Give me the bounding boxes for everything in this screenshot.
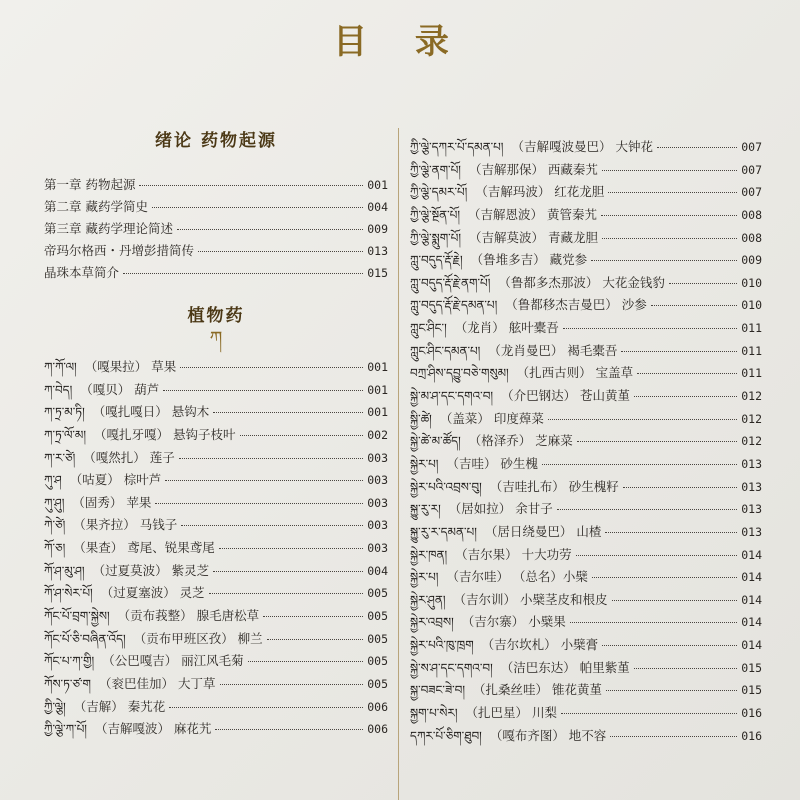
tibetan-name: ཀོ་ཤ་མུ་ཤ། <box>44 563 85 578</box>
tibetan-name: སྐྱི་ཚེ། <box>410 411 432 426</box>
page-number: 013 <box>741 524 762 539</box>
tibetan-name: ཀླུ་བདུད་རྡོ་རྗེ་དམན་པ། <box>410 298 498 313</box>
chapter-title: 第二章 藏药学简史 <box>44 199 148 214</box>
toc-row <box>410 270 762 293</box>
toc-row <box>44 512 388 535</box>
tibetan-name: སྐྱ་བཟང་ཟེ་བ། <box>410 683 466 698</box>
toc-row <box>44 580 388 603</box>
dot-leader <box>215 729 363 730</box>
dot-leader <box>165 480 363 481</box>
page-number: 014 <box>741 547 762 562</box>
page-number: 003 <box>367 541 388 556</box>
toc-row <box>44 626 388 649</box>
toc-row <box>44 648 388 671</box>
dot-leader <box>592 577 737 578</box>
chinese-name: （吉解恩波） 黄管秦艽 <box>467 206 597 222</box>
dot-leader <box>213 412 363 413</box>
tibetan-name: ཀྱི་ལྕེ་དཀར་པོ་དམན་པ། <box>410 140 504 154</box>
chapter-title: 晶珠本草简介 <box>44 265 120 280</box>
chinese-name: （吉哇扎布） 砂生槐籽 <box>489 478 619 494</box>
tibetan-name: ཀྱི་ལྕེ། <box>44 699 66 714</box>
page-number: 005 <box>367 609 388 624</box>
chinese-name: （嘎贝） 葫芦 <box>80 381 160 397</box>
tibetan-name: ཀ་ཏྲ་ལོ་མ། <box>44 427 87 442</box>
dot-leader <box>612 600 738 601</box>
chinese-name: （过夏莫波） 紫灵芝 <box>92 562 210 578</box>
toc-row <box>44 694 388 717</box>
page-number: 001 <box>367 178 388 192</box>
chinese-name: （居如拉） 余甘子 <box>448 501 553 517</box>
page-number: 007 <box>741 140 762 154</box>
chinese-name: （咕夏） 棕叶芦 <box>69 472 162 488</box>
dot-leader <box>634 396 737 397</box>
dot-leader <box>623 487 737 488</box>
page-number: 001 <box>367 405 388 420</box>
page-number: 010 <box>741 298 762 313</box>
chinese-name: （固秀） 苹果 <box>72 494 152 510</box>
tibetan-name: ཀོང་པོ་བྲག་སྐྱེས། <box>44 609 110 624</box>
toc-row <box>410 338 762 361</box>
intro-list <box>44 175 388 285</box>
dot-leader <box>548 419 737 420</box>
toc-row <box>44 377 388 400</box>
page-number: 012 <box>741 434 762 449</box>
tibetan-name: སྐྱེར་པའི་ཁུ་ཁྲག <box>410 638 474 653</box>
toc-row <box>410 179 762 202</box>
dot-leader <box>576 555 738 556</box>
chinese-name: （吉解嘎波曼巴） 大钟花 <box>511 139 653 154</box>
dot-leader <box>155 503 363 504</box>
intro-heading: 绪论 药物起源 <box>155 131 277 151</box>
dot-leader <box>152 207 363 208</box>
page-number: 010 <box>741 275 762 290</box>
chinese-name: （嘎果拉） 草果 <box>84 359 177 374</box>
page-number: 003 <box>367 473 388 488</box>
page-number: 016 <box>741 728 762 743</box>
dot-leader <box>177 229 363 230</box>
page-number: 015 <box>741 660 762 675</box>
chinese-name: （嘎扎嘎日） 悬钩木 <box>92 404 210 420</box>
toc-row <box>410 677 762 700</box>
tibetan-name: ཀོ་ཅ། <box>44 541 66 556</box>
chinese-name: （扎桑丝哇） 锥花黄堇 <box>473 682 602 698</box>
tibetan-name: ཀྱི་ལྕེ་ཀ་པོ། <box>44 722 87 737</box>
tibetan-name: ཀྱི་ལྕེ་དམར་པོ། <box>410 185 468 200</box>
tibetan-name: སྐྱེར་འབྲས། <box>410 615 454 630</box>
tibetan-name: ཀླུ་བདུད་རྡོ་རྗེ། <box>410 253 463 268</box>
chinese-name: （龙肖） 舷叶橐吾 <box>454 320 559 336</box>
dot-leader <box>557 509 737 510</box>
tibetan-name: སྐྱེར་པའི་འབྲས་བུ། <box>410 479 482 494</box>
dot-leader <box>163 390 363 391</box>
chinese-name: （吉哇） 砂生槐 <box>446 455 538 471</box>
left-column <box>44 126 388 739</box>
page-number: 011 <box>741 321 762 336</box>
page-number: 014 <box>741 592 762 607</box>
chinese-name: （洁巴东达） 帕里紫堇 <box>500 659 630 675</box>
dot-leader <box>181 525 363 526</box>
dot-leader <box>220 684 364 685</box>
chinese-name: （吉解玛波） 红花龙胆 <box>475 184 605 200</box>
tibetan-name: སྐྱེར་ཁན། <box>410 547 448 562</box>
toc-row <box>44 467 388 490</box>
chinese-name: （吉尔哇） （总名）小檗 <box>446 569 588 585</box>
toc-row <box>410 451 762 474</box>
toc-row <box>410 428 762 451</box>
page-number: 005 <box>367 586 388 601</box>
page-number: 012 <box>741 389 762 404</box>
tibetan-name: བཀྲ་ཤིས་དབྱུ་བཅེ་གསུམ། <box>410 366 509 381</box>
tibetan-name: སྐྱག་པ་སེར། <box>410 706 458 721</box>
dot-leader <box>169 707 363 708</box>
plant-entries-right <box>410 134 762 745</box>
tibetan-name: ཀ་ཀོ་ལ། <box>44 360 77 374</box>
page-number: 006 <box>367 699 388 714</box>
page-number: 004 <box>367 200 388 214</box>
page-number: 003 <box>367 450 388 465</box>
toc-row <box>44 175 388 197</box>
toc-row <box>410 134 762 157</box>
dot-leader <box>606 690 737 691</box>
tibetan-name: ཀོང་པོ་ཅི་བཞིན་འོད། <box>44 631 126 646</box>
dot-leader <box>123 273 363 274</box>
chinese-name: （嘎扎牙嘎） 悬钩子枝叶 <box>94 426 236 442</box>
right-column <box>410 132 762 745</box>
dot-leader <box>263 616 363 617</box>
dot-leader <box>669 283 737 284</box>
dot-leader <box>657 147 737 148</box>
dot-leader <box>601 215 737 216</box>
entry-label <box>410 723 606 757</box>
tibetan-name: ཀ་ཏྲ་མ་ཏི། <box>44 405 85 420</box>
page-number: 014 <box>741 638 762 653</box>
dot-leader <box>610 736 737 737</box>
tibetan-name: དཀར་པོ་ཅིག་ཐུབ། <box>410 728 482 743</box>
toc-row <box>410 157 762 180</box>
toc-row <box>44 603 388 626</box>
page-number: 015 <box>741 683 762 698</box>
dot-leader <box>637 373 737 374</box>
page-number: 009 <box>367 222 388 236</box>
chinese-name: （果齐拉） 马钱子 <box>73 517 178 533</box>
dot-leader <box>209 593 364 594</box>
tibetan-name: སྐྱེར་པ། <box>410 456 439 471</box>
tibetan-section-letter: ཀ <box>209 328 223 349</box>
toc-row <box>410 632 762 655</box>
dot-leader <box>602 645 737 646</box>
tibetan-name: སྐྱུ་རུ་ར། <box>410 502 441 517</box>
tibetan-name: སྐྱུ་རུ་ར་དམན་པ། <box>410 524 477 539</box>
page-number: 011 <box>741 343 762 358</box>
chapter-title: 帝玛尔格西・丹增彭措简传 <box>44 243 195 258</box>
toc-row <box>410 225 762 248</box>
chinese-name: （盖菜） 印度蔊菜 <box>439 410 544 426</box>
page-number: 008 <box>741 230 762 245</box>
page-number: 014 <box>741 615 762 630</box>
plant-entries-left <box>44 354 388 739</box>
page-number: 001 <box>367 360 388 374</box>
chinese-name: （过夏塞波） 灵芝 <box>100 585 205 601</box>
chinese-name: （鲁都移杰吉曼巴） 沙参 <box>505 297 647 313</box>
dot-leader <box>561 713 737 714</box>
dot-leader <box>577 441 737 442</box>
page-number: 013 <box>741 456 762 471</box>
toc-row <box>410 723 762 746</box>
tibetan-name: སྐྱེ་ཚེ་མ་ཚོད། <box>410 434 461 449</box>
dot-leader <box>602 238 737 239</box>
toc-row <box>410 383 762 406</box>
tibetan-name: ཀེ་ཙེ། <box>44 518 66 533</box>
chinese-name: （吉尔果） 十大功劳 <box>455 546 572 562</box>
plants-heading: 植物药 <box>187 306 245 326</box>
chinese-name: （格泽乔） 芝麻菜 <box>468 433 573 449</box>
toc-row <box>44 399 388 422</box>
toc-row <box>410 655 762 678</box>
tibetan-name: ཀླུ་བདུད་རྡོ་རྗེ་ནག་པོ། <box>410 275 491 290</box>
toc-row <box>44 241 388 263</box>
page-number: 016 <box>741 706 762 721</box>
tibetan-name: ཀྱི་ལྕེ་སྔོན་པོ། <box>410 207 460 222</box>
chapter-title: 第一章 药物起源 <box>44 177 136 192</box>
tibetan-name: སྐྱེར་པ། <box>410 570 439 585</box>
tibetan-name: སྐྱེར་ཤུན། <box>410 592 446 607</box>
tibetan-name: ཀླུང་ཤིང་དམན་པ། <box>410 343 481 358</box>
chinese-name: （扎巴星） 川梨 <box>465 705 558 721</box>
chinese-name: （龙肖曼巴） 褐毛橐吾 <box>488 342 618 358</box>
chinese-name: （吉尔寨） 小檗果 <box>461 614 566 630</box>
chinese-name: （吉解那保） 西藏秦艽 <box>468 161 598 177</box>
chinese-name: （贡布莪整） 腺毛唐松草 <box>117 608 260 624</box>
toc-row <box>44 197 388 219</box>
chinese-name: （居日绕曼巴） 山楂 <box>484 523 602 539</box>
dot-leader <box>591 260 737 261</box>
chinese-name: （鲁堆多吉） 藏党参 <box>470 252 588 268</box>
page-number: 004 <box>367 563 388 578</box>
page-number: 014 <box>741 570 762 585</box>
tibetan-name: ཀུ་ཤུ། <box>44 495 65 510</box>
page-number: 007 <box>741 162 762 177</box>
chinese-name: （介巴钢达） 苍山黄堇 <box>501 388 631 404</box>
dot-leader <box>605 532 737 533</box>
chinese-name: （吉解嘎波） 麻花艽 <box>94 721 212 737</box>
dot-leader <box>563 328 737 329</box>
dot-leader <box>180 367 363 368</box>
dot-leader <box>213 571 363 572</box>
chinese-name: （公巴嘎吉） 丽江风毛菊 <box>102 653 244 669</box>
toc-row <box>410 292 762 315</box>
chinese-name: （吉解） 秦艽花 <box>73 698 166 714</box>
page-number: 008 <box>741 207 762 222</box>
dot-leader <box>248 661 364 662</box>
page-number: 009 <box>741 253 762 268</box>
page-number: 013 <box>741 479 762 494</box>
chinese-name: （吉尔训） 小檗茎皮和根皮 <box>453 591 608 607</box>
page-number: 005 <box>367 631 388 646</box>
tibetan-name: ཀོང་པ་ཀ་གྱི། <box>44 654 95 669</box>
toc-row <box>44 716 388 739</box>
tibetan-name: ཀོས་ཏ་ཙ་ག <box>44 676 92 691</box>
entry-label <box>44 716 211 750</box>
dot-leader <box>198 251 363 252</box>
toc-row <box>410 360 762 383</box>
tibetan-name: ཀོ་ཤ་སེར་པོ། <box>44 586 93 601</box>
chinese-name: （扎西古则） 宝盖草 <box>516 365 634 381</box>
page-number: 007 <box>741 185 762 200</box>
chinese-name: （嘎然扎） 莲子 <box>83 449 175 465</box>
toc-row <box>44 354 388 377</box>
dot-leader <box>602 170 737 171</box>
page-number: 006 <box>367 722 388 737</box>
page-number: 003 <box>367 518 388 533</box>
dot-leader <box>651 305 737 306</box>
chinese-name: （贡布甲班区孜） 柳兰 <box>133 630 263 646</box>
dot-leader <box>570 622 737 623</box>
dot-leader <box>139 185 363 186</box>
toc-row <box>410 247 762 270</box>
toc-row <box>44 490 388 513</box>
toc-row <box>410 564 762 587</box>
chinese-name: （吉解莫波） 青藏龙胆 <box>469 229 599 245</box>
dot-leader <box>608 192 737 193</box>
dot-leader <box>542 464 737 465</box>
toc-row <box>410 587 762 610</box>
toc-row <box>410 474 762 497</box>
tibetan-name: ཀ་བེད། <box>44 382 73 397</box>
toc-row <box>44 219 388 241</box>
dot-leader <box>621 351 737 352</box>
page-number: 005 <box>367 654 388 669</box>
tibetan-name: ཀླུང་ཤིང་། <box>410 321 447 336</box>
page-number: 002 <box>367 427 388 442</box>
tibetan-name: ཀུ་ཤ <box>44 473 62 488</box>
page-number: 012 <box>741 411 762 426</box>
chinese-name: （鲁都多杰那波） 大花金钱豹 <box>498 274 665 290</box>
chinese-name: （嘎布齐图） 地不容 <box>489 727 607 743</box>
dot-leader <box>219 548 363 549</box>
page-title: 目 录 <box>333 22 467 62</box>
tibetan-name: ཀྱི་ལྕེ་སྨུག་པོ། <box>410 230 462 245</box>
toc-row <box>44 558 388 581</box>
toc-row <box>44 422 388 445</box>
page-number: 001 <box>367 382 388 397</box>
page-number: 013 <box>367 244 388 258</box>
page-number: 015 <box>367 266 388 280</box>
dot-leader <box>240 435 364 436</box>
page-number: 005 <box>367 676 388 691</box>
toc-row <box>44 263 388 285</box>
toc-row <box>44 535 388 558</box>
page-number: 003 <box>367 495 388 510</box>
chapter-title: 第三章 藏药学理论简述 <box>44 221 173 236</box>
chinese-name: （果查） 鸢尾、锐果鸢尾 <box>73 540 215 556</box>
dot-leader <box>179 458 363 459</box>
toc-row <box>410 519 762 542</box>
page-number: 011 <box>741 366 762 381</box>
column-divider <box>398 128 399 800</box>
tibetan-name: ཀྱི་ལྕེ་ནག་པོ། <box>410 162 461 177</box>
dot-leader <box>267 639 364 640</box>
tibetan-name: སྐྱེ་མ་ཤ་དང་དགའ་བ། <box>410 389 494 404</box>
dot-leader <box>634 668 738 669</box>
chinese-name: （吉尔坎札） 小檗膏 <box>481 637 599 653</box>
toc-row <box>410 202 762 225</box>
tibetan-name: ཀ་ར་ཙེ། <box>44 450 76 465</box>
chinese-name: （衮巴佳加） 大丁草 <box>99 675 216 691</box>
page-number: 013 <box>741 502 762 517</box>
tibetan-name: སྐྱེ་ས་ཤ་དང་དགའ་བ། <box>410 660 493 675</box>
